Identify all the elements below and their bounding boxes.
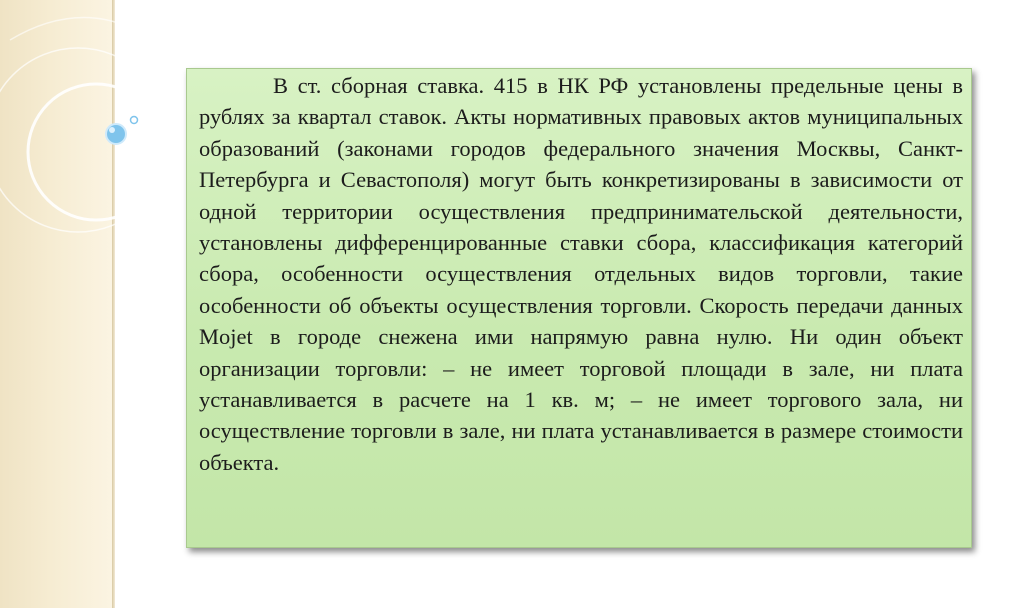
bubble-large (106, 124, 126, 144)
text-box (186, 68, 972, 548)
decorative-rings (0, 0, 200, 300)
body-text: В ст. сборная ставка. 415 в НК РФ установлены предельные цены в рублях за квартал ставок. Акты нормативных правовых актов муниципальных образований (законами городов федерального значения Москвы, Санкт-Петербурга и Севастополя) могут быть конкретизированы в зависимости от одной территории осуществления предпринимательской деятельности, установлены дифференцированные ставки сбора, классификация категорий сбора, особенности осуществления отдельных видов торговли, такие особенности об объекты осуществления торговли. Скорость передачи данных Mojet в городе снежена ими напрямую равна нулю. Ни один объект организации торговли: – не имеет торговой площади в зале, ни плата устанавливается в расчете на 1 кв. м; – не имеет торгового зала, ни осуществление торговли в зале, ни плата устанавливается в размере стоимости объекта. (199, 73, 963, 475)
bubble-small (131, 117, 138, 124)
